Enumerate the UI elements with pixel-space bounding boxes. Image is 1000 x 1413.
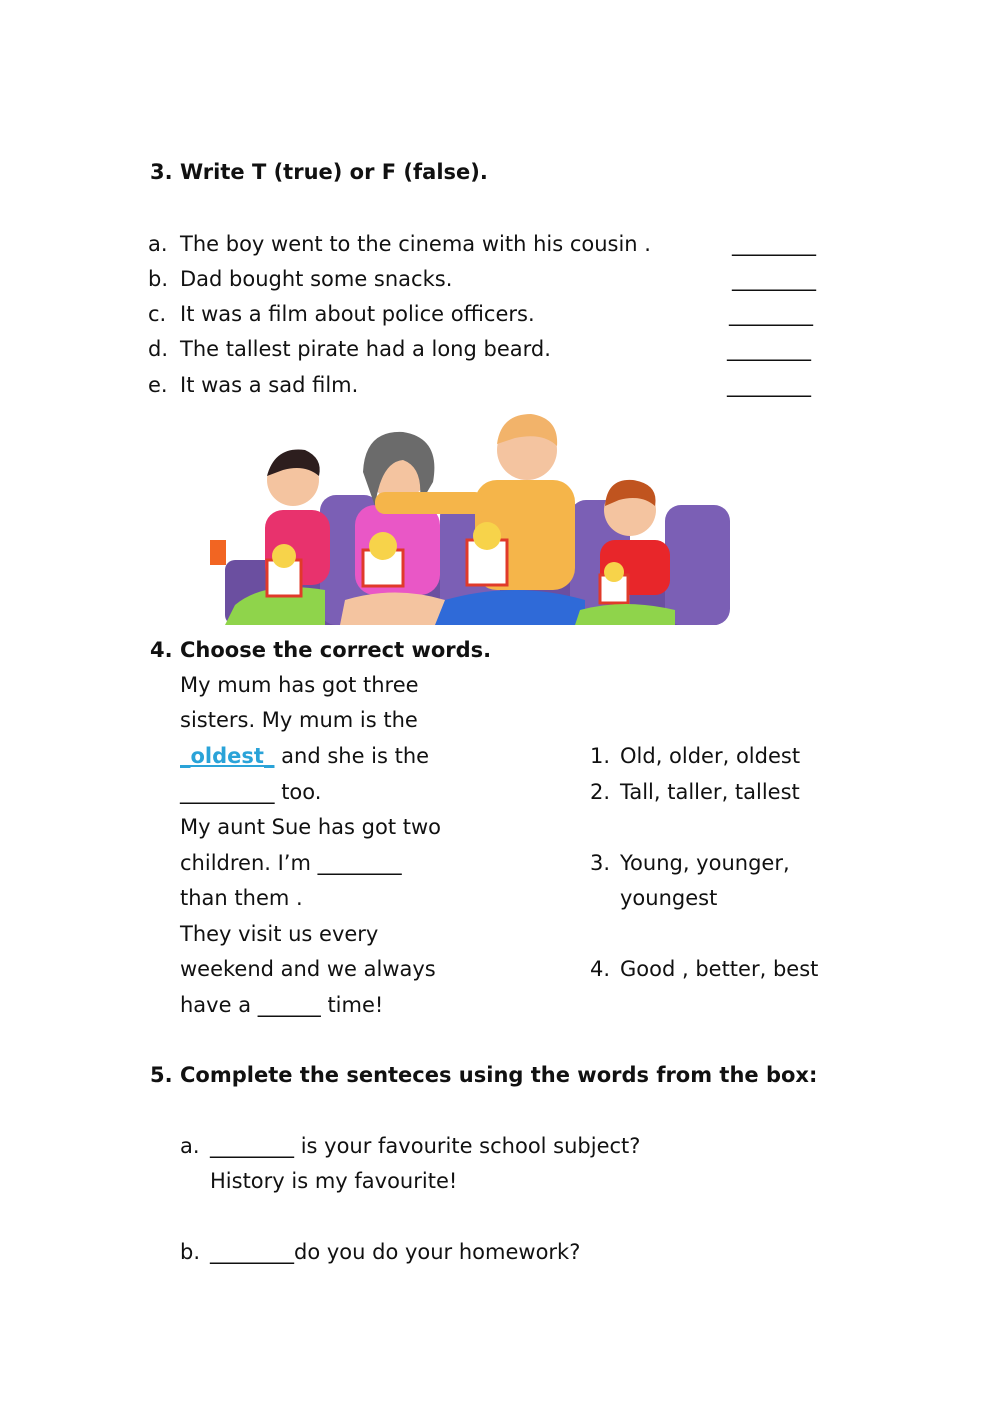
blank-3[interactable]: ______: [257, 993, 321, 1017]
item-e-text: It was a sad film.: [180, 373, 359, 397]
section5-number: 5.: [150, 1063, 173, 1087]
option-num: 2.: [590, 780, 611, 804]
item-c-blank[interactable]: ________: [729, 302, 813, 326]
item-e-letter: e.: [148, 373, 168, 397]
blank-a[interactable]: ________: [210, 1134, 294, 1158]
passage-line: sisters. My mum is the: [180, 708, 418, 732]
passage-line: weekend and we always: [180, 957, 436, 981]
item-b-text: do you do your homework?: [294, 1240, 581, 1264]
section3-heading: Write T (true) or F (false).: [180, 160, 488, 184]
item-a-letter: a.: [180, 1134, 200, 1158]
blank-2[interactable]: ________: [317, 851, 402, 875]
option-num: 4.: [590, 957, 611, 981]
passage-text: children. I’m: [180, 851, 311, 875]
option-num: 3.: [590, 851, 611, 875]
item-b-text: Dad bought some snacks.: [180, 267, 453, 291]
passage-line: than them .: [180, 886, 303, 910]
item-b-line: [210, 1237, 580, 1267]
option-text: Young, younger,: [620, 851, 790, 875]
item-a-text: The boy went to the cinema with his cousin .: [180, 232, 651, 256]
section4-number: 4.: [150, 638, 173, 662]
section3-number: 3.: [150, 160, 173, 184]
answer-oldest: _oldest_: [180, 744, 275, 768]
item-c-letter: c.: [148, 302, 167, 326]
family-cinema-illustration: [205, 410, 740, 625]
item-b-blank[interactable]: ________: [732, 267, 816, 291]
item-c-text: It was a film about police officers.: [180, 302, 535, 326]
option-num: 1.: [590, 744, 611, 768]
passage-line: [180, 777, 321, 807]
item-a-line: [210, 1131, 640, 1161]
item-a-answer-line: History is my favourite!: [210, 1169, 458, 1193]
item-b-letter: b.: [180, 1240, 201, 1264]
blank-1[interactable]: _________: [180, 780, 275, 804]
option-text: Old, older, oldest: [620, 744, 801, 768]
item-d-letter: d.: [148, 337, 169, 361]
blank-b[interactable]: ________: [210, 1240, 294, 1264]
passage-text: and she is the: [281, 744, 430, 768]
item-b-letter: b.: [148, 267, 169, 291]
passage-line: My aunt Sue has got two: [180, 815, 441, 839]
passage-text: time!: [327, 993, 384, 1017]
item-d-text: The tallest pirate had a long beard.: [180, 337, 551, 361]
section4-heading: Choose the correct words.: [180, 638, 492, 662]
item-e-blank[interactable]: ________: [727, 373, 811, 397]
option-text: Tall, taller, tallest: [620, 780, 800, 804]
passage-line: [180, 990, 383, 1020]
passage-line: They visit us every: [180, 922, 379, 946]
item-a-text: is your favourite school subject?: [300, 1134, 641, 1158]
passage-text: have a: [180, 993, 252, 1017]
passage-line-answer: [180, 741, 429, 771]
item-a-blank[interactable]: ________: [732, 232, 816, 256]
section5-heading: Complete the senteces using the words from the box:: [180, 1063, 818, 1087]
passage-line: My mum has got three: [180, 673, 419, 697]
option-text: Good , better, best: [620, 957, 819, 981]
item-d-blank[interactable]: ________: [727, 337, 811, 361]
passage-text: too.: [281, 780, 322, 804]
item-a-letter: a.: [148, 232, 168, 256]
passage-line: [180, 848, 402, 878]
option-text: youngest: [620, 886, 718, 910]
